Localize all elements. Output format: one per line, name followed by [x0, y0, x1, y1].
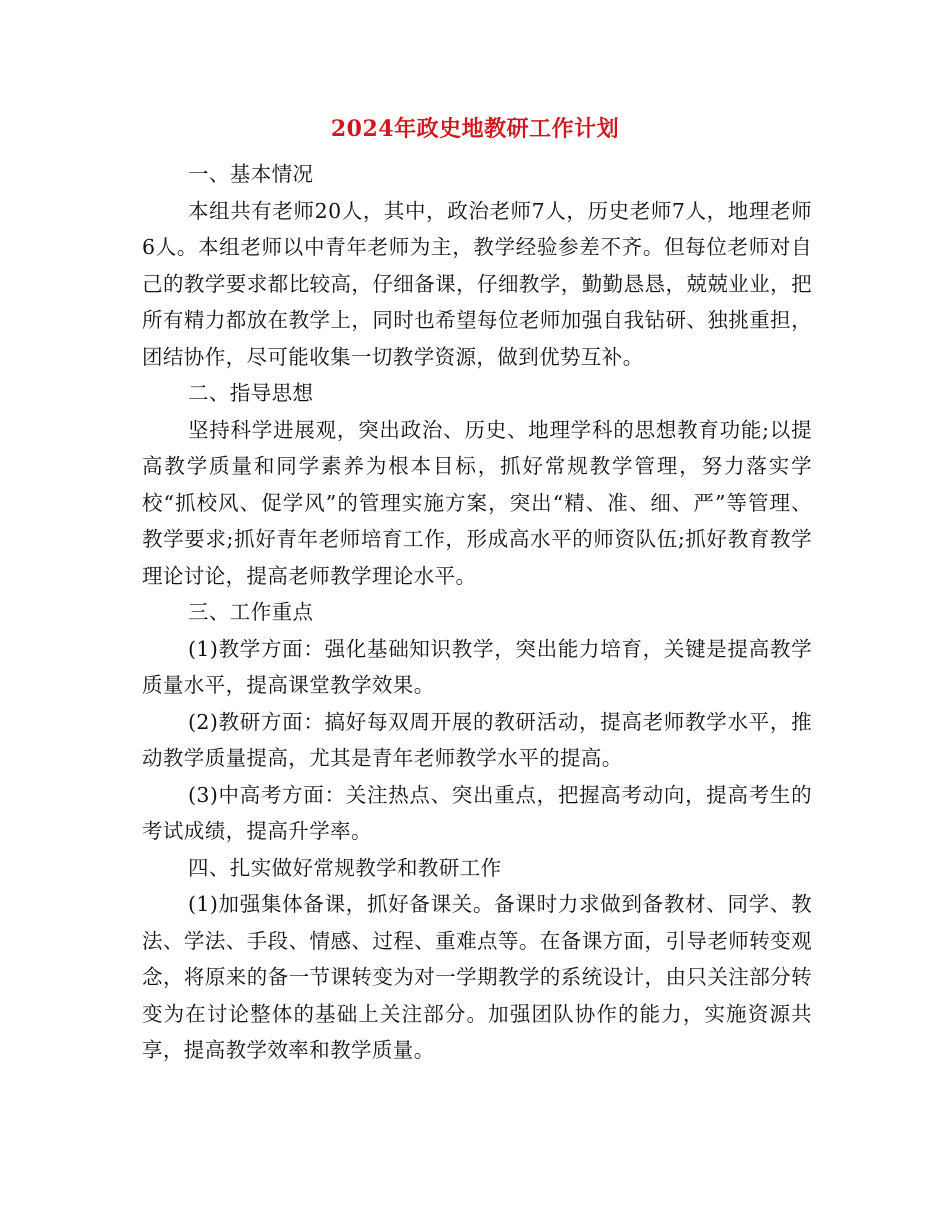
document-title: 2024年政史地教研工作计划: [330, 116, 620, 142]
section-heading-work-focus: 三、工作重点: [188, 600, 314, 624]
paragraph-guiding-ideas: 坚持科学进展观，突出政治、历史、地理学科的思想教育功能;以提高教学质量和同学素养为根本目标，抓好常规教学管理，努力落实学校“抓校风、促学风”的管理实施方案，突出“精、准、细、严”等管理、教学要求;抓好青年老师培育工作，形成高水平的师资队伍;抓好教育教学理论讨论，提高老师教学理论水平。: [142, 417, 812, 588]
paragraph-teaching-focus: (1)教学方面：强化基础知识教学，突出能力培育，关键是提高教学质量水平，提高课堂教学效果。: [142, 636, 812, 697]
section-heading-routine-work: 四、扎实做好常规教学和教研工作: [188, 855, 502, 880]
paragraph-basic-situation: 本组共有老师20人，其中，政治老师7人，历史老师7人，地理老师6人。本组老师以中青年老师为主，教学经验参差不齐。但每位老师对自己的教学要求都比较高，仔细备课，仔细教学，勤勤恳恳，兢兢业业，把所有精力都放在教学上，同时也希望每位老师加强自我钻研、独挑重担，团结协作，尽可能收集一切教学资源，做到优势互补。: [142, 198, 812, 369]
paragraph-research-focus: (2)教研方面：搞好每双周开展的教研活动，提高老师教学水平，推动教学质量提高，尤其是青年老师教学水平的提高。: [142, 709, 812, 770]
paragraph-lesson-preparation: (1)加强集体备课，抓好备课关。备课时力求做到备教材、同学、教法、学法、手段、情感、过程、重难点等。在备课方面，引导老师转变观念，将原来的备一节课转变为对一学期教学的系统设计，由只关注部分转变为在讨论整体的基础上关注部分。加强团队协作的能力，实施资源共享，提高教学效率和教学质量。: [142, 892, 812, 1062]
section-heading-guiding-ideas: 二、指导思想: [188, 381, 314, 405]
section-heading-basic-situation: 一、基本情况: [188, 162, 314, 186]
document-body: [142, 156, 812, 1069]
paragraph-exam-focus: (3)中高考方面：关注热点、突出重点，把握高考动向，提高考生的考试成绩，提高升学率。: [142, 782, 812, 843]
